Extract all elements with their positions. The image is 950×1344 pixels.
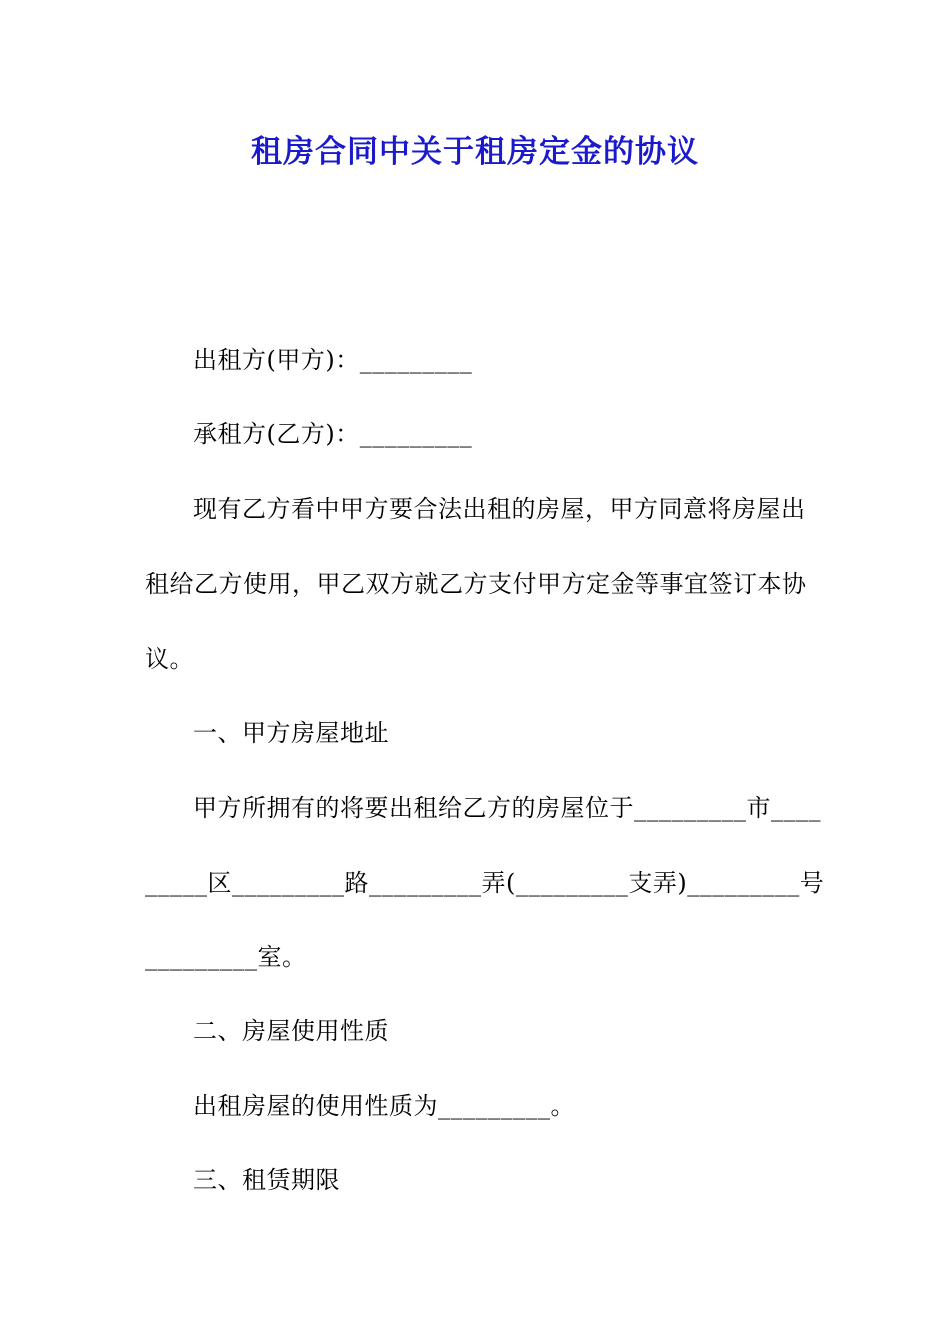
paragraph-line: 现有乙方看中甲方要合法出租的房屋，甲方同意将房屋出 xyxy=(193,495,806,523)
paragraph-line: _________室。 xyxy=(145,943,307,971)
paragraph-line: _____区_________路_________弄(_________支弄)_________号 xyxy=(145,869,825,897)
paragraph-line: 租给乙方使用，甲乙双方就乙方支付甲方定金等事宜签订本协 xyxy=(145,570,807,598)
paragraph-line: 出租房屋的使用性质为_________。 xyxy=(193,1092,575,1120)
paragraph-line: 甲方所拥有的将要出租给乙方的房屋位于_________市____ xyxy=(193,794,821,822)
section-heading: 一、甲方房屋地址 xyxy=(193,719,389,747)
section-heading: 三、租赁期限 xyxy=(193,1166,340,1194)
paragraph-line: 议。 xyxy=(145,645,194,673)
document-title: 租房合同中关于租房定金的协议 xyxy=(251,134,699,170)
section-heading: 二、房屋使用性质 xyxy=(193,1017,389,1045)
lessee-line: 承租方(乙方)：_________ xyxy=(193,420,473,448)
lessor-line: 出租方(甲方)：_________ xyxy=(193,346,473,374)
